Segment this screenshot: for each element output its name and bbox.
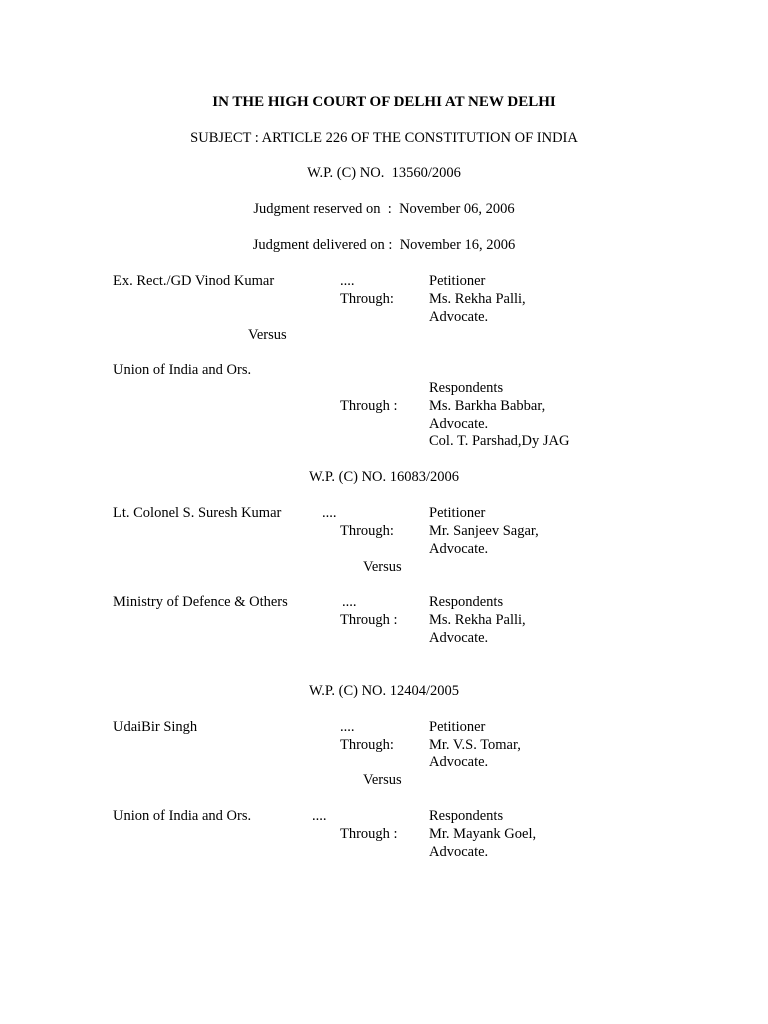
case2-petitioner-role: Petitioner: [429, 505, 486, 521]
case1-resp-advocate: Advocate.: [429, 416, 489, 432]
case2-dots: ....: [322, 505, 337, 521]
case1-through: Through:: [340, 291, 394, 307]
case2-advocate: Advocate.: [429, 541, 489, 557]
case3-resp-dots: ....: [312, 808, 327, 824]
case1-petitioner-role: Petitioner: [429, 273, 486, 289]
case2-resp-advocate: Advocate.: [429, 630, 489, 646]
case2-counsel: Mr. Sanjeev Sagar,: [429, 523, 539, 539]
case2-respondent-role: Respondents: [429, 594, 504, 610]
case1-respondent-name: Union of India and Ors.: [113, 362, 252, 378]
court-heading: IN THE HIGH COURT OF DELHI AT NEW DELHI: [212, 94, 556, 110]
case1-counsel: Ms. Rekha Palli,: [429, 291, 526, 307]
case1-petitioner-name: Ex. Rect./GD Vinod Kumar: [113, 273, 275, 289]
case2-title: W.P. (C) NO. 16083/2006: [308, 469, 460, 485]
case3-respondent-role: Respondents: [429, 808, 504, 824]
case2-petitioner-name: Lt. Colonel S. Suresh Kumar: [113, 505, 282, 521]
case3-resp-advocate: Advocate.: [429, 844, 489, 860]
judgment-reserved: Judgment reserved on : November 06, 2006: [253, 201, 515, 217]
case3-versus: Versus: [363, 772, 402, 788]
case2-respondent-name: Ministry of Defence & Others: [113, 594, 288, 610]
case1-advocate: Advocate.: [429, 309, 489, 325]
case3-through: Through:: [340, 737, 394, 753]
case1-versus: Versus: [248, 327, 287, 343]
case2-through: Through:: [340, 523, 394, 539]
case1-dots: ....: [340, 273, 355, 289]
case1-resp-through: Through :: [340, 398, 398, 414]
case3-respondent-name: Union of India and Ors.: [113, 808, 252, 824]
case3-dots: ....: [340, 719, 355, 735]
case2-versus: Versus: [363, 559, 402, 575]
case3-resp-through: Through :: [340, 826, 398, 842]
case3-resp-counsel: Mr. Mayank Goel,: [429, 826, 537, 842]
case1-resp-extra: Col. T. Parshad,Dy JAG: [429, 433, 570, 449]
subject-line: SUBJECT : ARTICLE 226 OF THE CONSTITUTION OF INDIA: [190, 130, 578, 146]
case2-resp-through: Through :: [340, 612, 398, 628]
judgment-delivered: Judgment delivered on : November 16, 2006: [252, 237, 516, 253]
case3-counsel: Mr. V.S. Tomar,: [429, 737, 521, 753]
case3-advocate: Advocate.: [429, 754, 489, 770]
case1-respondent-role: Respondents: [429, 380, 504, 396]
case2-resp-dots: ....: [342, 594, 357, 610]
case2-resp-counsel: Ms. Rekha Palli,: [429, 612, 526, 628]
petition-number: W.P. (C) NO. 13560/2006: [307, 165, 461, 181]
case3-title: W.P. (C) NO. 12404/2005: [308, 683, 460, 699]
case3-petitioner-name: UdaiBir Singh: [113, 719, 198, 735]
case1-resp-counsel: Ms. Barkha Babbar,: [429, 398, 546, 414]
case3-petitioner-role: Petitioner: [429, 719, 486, 735]
